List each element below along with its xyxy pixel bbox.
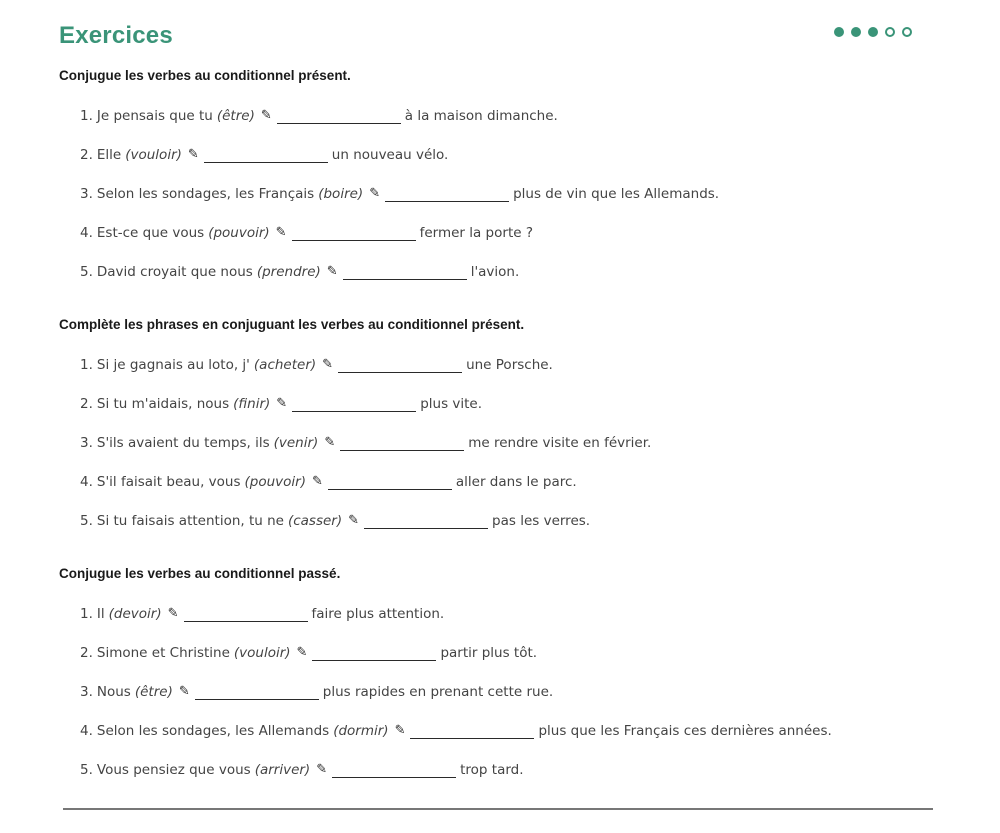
item-text-before: Il [96,606,105,622]
item-text-after: pas les verres. [492,513,591,529]
answer-blank[interactable] [328,474,452,490]
item-text-before: Vous pensiez que vous [96,762,251,778]
exercise-list [59,108,959,303]
progress-dot [868,27,878,37]
item-text-after: à la maison dimanche. [404,108,558,124]
progress-dot [834,27,844,37]
item-text-before: Si tu faisais attention, tu ne [96,513,284,529]
item-verb: (être) [134,684,173,700]
item-text-after: faire plus attention. [311,606,445,622]
item-number: 2. [80,147,93,163]
item-text-before: S'il faisait beau, vous [96,474,241,490]
exercise-item [59,225,959,264]
pencil-icon: ✎ [187,147,199,162]
progress-dot [851,27,861,37]
item-text-before: Selon les sondages, les Allemands [96,723,330,739]
pencil-icon: ✎ [324,435,336,450]
answer-blank[interactable] [184,606,308,622]
item-text-after: plus rapides en prenant cette rue. [322,684,554,700]
item-text-before: S'ils avaient du temps, ils [96,435,270,451]
item-verb: (casser) [287,513,343,529]
exercise-item [59,762,959,801]
item-verb: (pouvoir) [244,474,306,490]
exercise-item [59,357,959,396]
exercise-item [59,147,959,186]
pencil-icon: ✎ [369,186,381,201]
item-text-after: partir plus tôt. [440,645,538,661]
exercise-section-1 [59,66,959,303]
pencil-icon: ✎ [348,513,360,528]
item-text-before: Nous [96,684,131,700]
item-number: 5. [80,264,93,280]
item-text-before: Simone et Christine [96,645,230,661]
progress-dot [902,27,912,37]
item-number: 1. [80,606,93,622]
item-text-after: aller dans le parc. [455,474,577,490]
item-text-after: une Porsche. [466,357,553,373]
item-text-after: plus que les Français ces dernières années. [538,723,832,739]
exercise-item [59,513,959,552]
exercise-item [59,645,959,684]
exercise-section-2 [59,315,959,552]
item-number: 3. [80,684,93,700]
item-text-after: trop tard. [460,762,524,778]
item-text-before: Je pensais que tu [96,108,213,124]
exercise-item [59,435,959,474]
answer-blank[interactable] [292,396,416,412]
item-number: 5. [80,513,93,529]
pencil-icon: ✎ [178,684,190,699]
pencil-icon: ✎ [394,723,406,738]
progress-indicator [834,27,912,37]
exercise-item [59,723,959,762]
item-number: 4. [80,474,93,490]
item-text-before: Si tu m'aidais, nous [96,396,230,412]
answer-blank[interactable] [204,147,328,163]
item-verb: (vouloir) [125,147,182,163]
item-verb: (devoir) [108,606,162,622]
exercise-item [59,264,959,303]
answer-blank[interactable] [312,645,436,661]
item-text-after: me rendre visite en février. [468,435,652,451]
answer-blank[interactable] [343,264,467,280]
answer-blank[interactable] [277,108,401,124]
progress-dot [885,27,895,37]
exercise-list [59,357,959,552]
item-verb: (prendre) [256,264,321,280]
pencil-icon: ✎ [326,264,338,279]
pencil-icon: ✎ [322,357,334,372]
item-text-after: plus vite. [420,396,483,412]
item-number: 2. [80,645,93,661]
item-text-before: David croyait que nous [96,264,253,280]
pencil-icon: ✎ [296,645,308,660]
item-verb: (arriver) [254,762,311,778]
item-verb: (venir) [273,435,319,451]
exercise-item [59,396,959,435]
footer-divider [63,808,933,810]
item-verb: (acheter) [253,357,317,373]
item-verb: (être) [216,108,255,124]
item-number: 3. [80,186,93,202]
pencil-icon: ✎ [276,396,288,411]
exercise-item [59,606,959,645]
item-number: 4. [80,723,93,739]
pencil-icon: ✎ [167,606,179,621]
pencil-icon: ✎ [275,225,287,240]
section-instruction: Conjugue les verbes au conditionnel présent. [59,68,351,83]
item-text-before: Si je gagnais au loto, j' [96,357,250,373]
item-text-before: Elle [96,147,122,163]
exercise-item [59,684,959,723]
item-text-after: un nouveau vélo. [331,147,449,163]
section-instruction: Complète les phrases en conjuguant les verbes au conditionnel présent. [59,317,525,332]
item-number: 1. [80,357,93,373]
item-text-before: Est-ce que vous [96,225,205,241]
item-text-after: l'avion. [470,264,520,280]
exercise-item [59,474,959,513]
item-text-after: plus de vin que les Allemands. [513,186,720,202]
item-number: 2. [80,396,93,412]
item-number: 5. [80,762,93,778]
exercise-item [59,186,959,225]
answer-blank[interactable] [340,435,464,451]
item-verb: (boire) [318,186,364,202]
item-text-after: fermer la porte ? [419,225,533,241]
item-verb: (dormir) [333,723,389,739]
answer-blank[interactable] [385,186,509,202]
item-verb: (finir) [233,396,271,412]
item-verb: (vouloir) [233,645,291,661]
answer-blank[interactable] [292,225,416,241]
item-number: 1. [80,108,93,124]
item-text-before: Selon les sondages, les Français [96,186,315,202]
answer-blank[interactable] [410,723,534,739]
exercise-section-3 [59,564,959,801]
item-number: 3. [80,435,93,451]
exercise-list [59,606,959,801]
exercise-item [59,108,959,147]
item-verb: (pouvoir) [208,225,270,241]
pencil-icon: ✎ [311,474,323,489]
pencil-icon: ✎ [316,762,328,777]
page-title: Exercices [59,22,173,49]
answer-blank[interactable] [332,762,456,778]
pencil-icon: ✎ [260,108,272,123]
item-number: 4. [80,225,93,241]
answer-blank[interactable] [338,357,462,373]
section-instruction: Conjugue les verbes au conditionnel passé. [59,566,341,581]
answer-blank[interactable] [195,684,319,700]
answer-blank[interactable] [364,513,488,529]
